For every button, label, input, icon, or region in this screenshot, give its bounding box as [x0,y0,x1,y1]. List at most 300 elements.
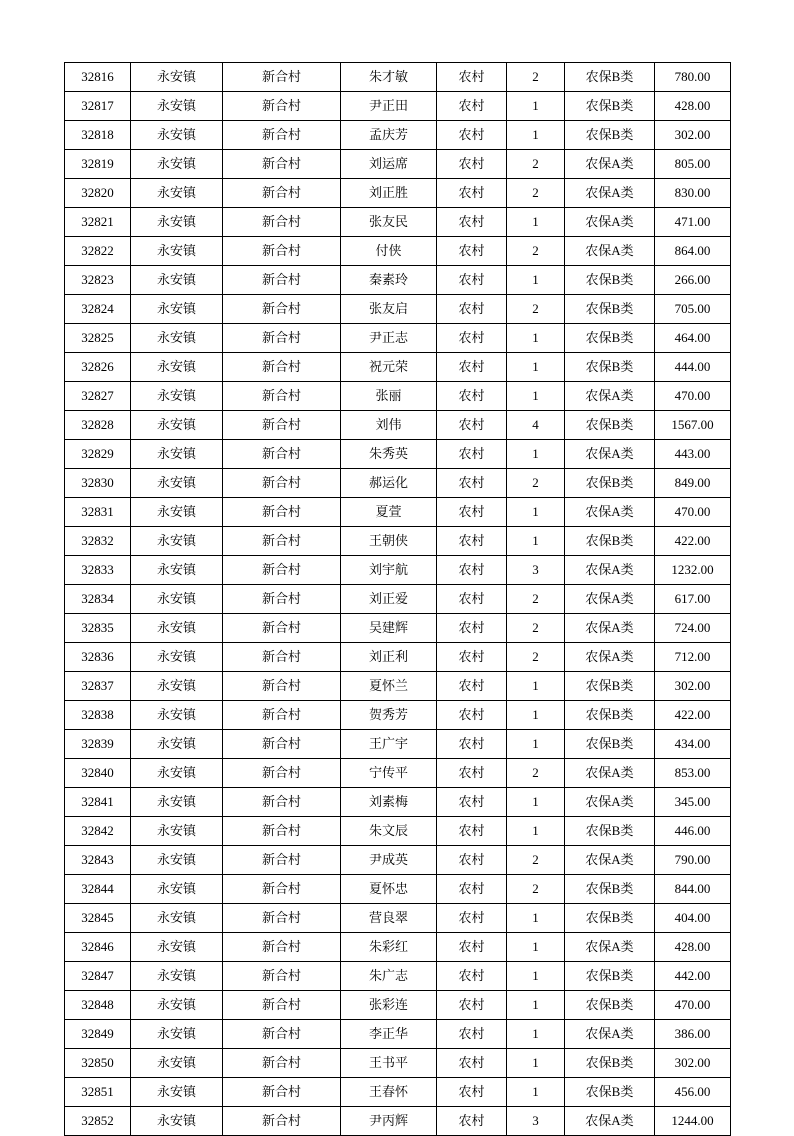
cell-household-type: 农村 [437,846,507,875]
cell-town: 永安镇 [131,788,223,817]
cell-people: 1 [507,382,565,411]
cell-name: 朱文辰 [341,817,437,846]
cell-category: 农保B类 [565,991,655,1020]
table-row [65,556,731,585]
table-row [65,788,731,817]
cell-id: 32819 [65,150,131,179]
cell-id: 32843 [65,846,131,875]
cell-id: 32850 [65,1049,131,1078]
table-row [65,846,731,875]
cell-town: 永安镇 [131,1020,223,1049]
cell-id: 32838 [65,701,131,730]
cell-id: 32822 [65,237,131,266]
cell-people: 1 [507,730,565,759]
cell-name: 吴建辉 [341,614,437,643]
table-row [65,614,731,643]
cell-village: 新合村 [223,150,341,179]
cell-village: 新合村 [223,817,341,846]
cell-town: 永安镇 [131,208,223,237]
cell-village: 新合村 [223,237,341,266]
cell-people: 2 [507,846,565,875]
cell-id: 32823 [65,266,131,295]
cell-name: 刘正利 [341,643,437,672]
cell-town: 永安镇 [131,469,223,498]
cell-amount: 617.00 [655,585,731,614]
cell-name: 夏怀忠 [341,875,437,904]
table-row [65,63,731,92]
cell-household-type: 农村 [437,556,507,585]
cell-household-type: 农村 [437,440,507,469]
cell-household-type: 农村 [437,933,507,962]
cell-town: 永安镇 [131,585,223,614]
cell-category: 农保A类 [565,585,655,614]
cell-people: 2 [507,63,565,92]
cell-village: 新合村 [223,527,341,556]
cell-people: 2 [507,585,565,614]
cell-village: 新合村 [223,440,341,469]
cell-category: 农保B类 [565,962,655,991]
cell-amount: 422.00 [655,527,731,556]
cell-town: 永安镇 [131,962,223,991]
cell-name: 营良翠 [341,904,437,933]
cell-category: 农保B类 [565,63,655,92]
cell-id: 32821 [65,208,131,237]
cell-village: 新合村 [223,875,341,904]
cell-amount: 1244.00 [655,1107,731,1136]
cell-amount: 386.00 [655,1020,731,1049]
cell-category: 农保A类 [565,788,655,817]
cell-town: 永安镇 [131,1107,223,1136]
cell-village: 新合村 [223,730,341,759]
table-row [65,498,731,527]
cell-amount: 266.00 [655,266,731,295]
cell-village: 新合村 [223,498,341,527]
table-row [65,150,731,179]
cell-id: 32844 [65,875,131,904]
cell-household-type: 农村 [437,208,507,237]
cell-town: 永安镇 [131,875,223,904]
table-row [65,469,731,498]
cell-name: 张友民 [341,208,437,237]
cell-people: 1 [507,1078,565,1107]
table-row [65,1020,731,1049]
cell-town: 永安镇 [131,1078,223,1107]
cell-category: 农保B类 [565,672,655,701]
cell-household-type: 农村 [437,730,507,759]
cell-household-type: 农村 [437,411,507,440]
cell-household-type: 农村 [437,92,507,121]
cell-town: 永安镇 [131,121,223,150]
cell-category: 农保B类 [565,817,655,846]
table-row [65,991,731,1020]
cell-amount: 1232.00 [655,556,731,585]
cell-amount: 422.00 [655,701,731,730]
cell-id: 32835 [65,614,131,643]
cell-name: 朱彩红 [341,933,437,962]
cell-village: 新合村 [223,788,341,817]
cell-id: 32836 [65,643,131,672]
cell-amount: 302.00 [655,672,731,701]
cell-amount: 724.00 [655,614,731,643]
cell-village: 新合村 [223,1020,341,1049]
cell-id: 32834 [65,585,131,614]
cell-town: 永安镇 [131,324,223,353]
cell-category: 农保A类 [565,643,655,672]
table-row [65,121,731,150]
cell-people: 1 [507,817,565,846]
cell-id: 32848 [65,991,131,1020]
cell-category: 农保B类 [565,353,655,382]
cell-village: 新合村 [223,382,341,411]
cell-id: 32845 [65,904,131,933]
cell-village: 新合村 [223,208,341,237]
cell-household-type: 农村 [437,875,507,904]
cell-people: 1 [507,266,565,295]
cell-name: 秦素玲 [341,266,437,295]
cell-household-type: 农村 [437,585,507,614]
cell-household-type: 农村 [437,353,507,382]
cell-people: 1 [507,440,565,469]
cell-amount: 428.00 [655,933,731,962]
cell-name: 尹正田 [341,92,437,121]
cell-household-type: 农村 [437,672,507,701]
cell-name: 宁传平 [341,759,437,788]
table-row [65,817,731,846]
cell-name: 朱才敏 [341,63,437,92]
cell-town: 永安镇 [131,92,223,121]
cell-category: 农保B类 [565,92,655,121]
table-row [65,933,731,962]
cell-household-type: 农村 [437,962,507,991]
cell-name: 尹正志 [341,324,437,353]
cell-household-type: 农村 [437,1049,507,1078]
cell-people: 1 [507,324,565,353]
cell-household-type: 农村 [437,701,507,730]
cell-town: 永安镇 [131,759,223,788]
cell-people: 1 [507,672,565,701]
cell-category: 农保A类 [565,382,655,411]
cell-name: 王广宇 [341,730,437,759]
table-row [65,643,731,672]
cell-category: 农保B类 [565,411,655,440]
cell-people: 1 [507,498,565,527]
cell-amount: 790.00 [655,846,731,875]
cell-name: 刘正爱 [341,585,437,614]
table-row [65,701,731,730]
cell-amount: 464.00 [655,324,731,353]
cell-name: 王春怀 [341,1078,437,1107]
cell-village: 新合村 [223,353,341,382]
cell-village: 新合村 [223,469,341,498]
cell-id: 32840 [65,759,131,788]
cell-people: 1 [507,904,565,933]
table-row [65,179,731,208]
cell-people: 3 [507,556,565,585]
cell-id: 32816 [65,63,131,92]
cell-name: 付侠 [341,237,437,266]
cell-town: 永安镇 [131,353,223,382]
table-row [65,730,731,759]
cell-amount: 849.00 [655,469,731,498]
cell-category: 农保A类 [565,759,655,788]
cell-village: 新合村 [223,643,341,672]
cell-village: 新合村 [223,672,341,701]
cell-people: 2 [507,875,565,904]
cell-village: 新合村 [223,846,341,875]
cell-category: 农保A类 [565,208,655,237]
cell-category: 农保A类 [565,237,655,266]
cell-id: 32841 [65,788,131,817]
cell-category: 农保A类 [565,440,655,469]
cell-household-type: 农村 [437,991,507,1020]
cell-id: 32847 [65,962,131,991]
cell-town: 永安镇 [131,730,223,759]
cell-town: 永安镇 [131,527,223,556]
cell-town: 永安镇 [131,266,223,295]
cell-village: 新合村 [223,991,341,1020]
cell-town: 永安镇 [131,817,223,846]
cell-town: 永安镇 [131,846,223,875]
cell-amount: 780.00 [655,63,731,92]
cell-id: 32830 [65,469,131,498]
cell-household-type: 农村 [437,63,507,92]
cell-id: 32825 [65,324,131,353]
cell-town: 永安镇 [131,701,223,730]
cell-village: 新合村 [223,701,341,730]
cell-category: 农保A类 [565,933,655,962]
cell-household-type: 农村 [437,1020,507,1049]
cell-name: 刘宇航 [341,556,437,585]
table-row [65,962,731,991]
table-row [65,527,731,556]
table-row [65,92,731,121]
cell-category: 农保B类 [565,324,655,353]
cell-household-type: 农村 [437,817,507,846]
cell-id: 32833 [65,556,131,585]
cell-people: 2 [507,469,565,498]
cell-town: 永安镇 [131,643,223,672]
cell-village: 新合村 [223,63,341,92]
cell-amount: 302.00 [655,121,731,150]
cell-household-type: 农村 [437,759,507,788]
cell-household-type: 农村 [437,1107,507,1136]
cell-name: 朱秀英 [341,440,437,469]
cell-id: 32832 [65,527,131,556]
cell-name: 刘运席 [341,150,437,179]
table-row [65,266,731,295]
cell-town: 永安镇 [131,933,223,962]
cell-village: 新合村 [223,614,341,643]
cell-town: 永安镇 [131,411,223,440]
cell-name: 孟庆芳 [341,121,437,150]
cell-id: 32817 [65,92,131,121]
cell-household-type: 农村 [437,498,507,527]
cell-category: 农保B类 [565,1078,655,1107]
table-row [65,585,731,614]
cell-name: 王书平 [341,1049,437,1078]
cell-name: 贺秀芳 [341,701,437,730]
table-row [65,1107,731,1136]
cell-people: 1 [507,933,565,962]
cell-village: 新合村 [223,1107,341,1136]
table-row [65,411,731,440]
cell-amount: 830.00 [655,179,731,208]
cell-id: 32842 [65,817,131,846]
cell-people: 1 [507,92,565,121]
cell-name: 张友启 [341,295,437,324]
cell-town: 永安镇 [131,1049,223,1078]
cell-name: 郝运化 [341,469,437,498]
cell-id: 32820 [65,179,131,208]
cell-category: 农保A类 [565,150,655,179]
cell-id: 32829 [65,440,131,469]
cell-id: 32824 [65,295,131,324]
cell-town: 永安镇 [131,63,223,92]
cell-amount: 404.00 [655,904,731,933]
cell-category: 农保B类 [565,527,655,556]
cell-household-type: 农村 [437,788,507,817]
cell-amount: 443.00 [655,440,731,469]
cell-household-type: 农村 [437,904,507,933]
cell-category: 农保A类 [565,498,655,527]
cell-amount: 434.00 [655,730,731,759]
cell-name: 李正华 [341,1020,437,1049]
cell-people: 1 [507,527,565,556]
cell-people: 2 [507,614,565,643]
cell-village: 新合村 [223,759,341,788]
cell-household-type: 农村 [437,527,507,556]
cell-household-type: 农村 [437,469,507,498]
cell-town: 永安镇 [131,498,223,527]
cell-town: 永安镇 [131,904,223,933]
cell-household-type: 农村 [437,237,507,266]
cell-household-type: 农村 [437,121,507,150]
cell-amount: 805.00 [655,150,731,179]
table-row [65,672,731,701]
cell-amount: 712.00 [655,643,731,672]
cell-amount: 853.00 [655,759,731,788]
table-row [65,875,731,904]
cell-category: 农保B类 [565,469,655,498]
cell-people: 2 [507,759,565,788]
table-row [65,1049,731,1078]
cell-id: 32828 [65,411,131,440]
table-row [65,295,731,324]
cell-id: 32851 [65,1078,131,1107]
cell-name: 夏怀兰 [341,672,437,701]
table-row [65,440,731,469]
cell-category: 农保B类 [565,1049,655,1078]
cell-name: 尹丙辉 [341,1107,437,1136]
cell-name: 刘素梅 [341,788,437,817]
cell-town: 永安镇 [131,556,223,585]
cell-id: 32849 [65,1020,131,1049]
cell-name: 王朝侠 [341,527,437,556]
cell-people: 2 [507,295,565,324]
cell-village: 新合村 [223,1078,341,1107]
subsidy-recipients-table [64,62,731,1136]
cell-category: 农保B类 [565,295,655,324]
cell-people: 1 [507,208,565,237]
cell-amount: 1567.00 [655,411,731,440]
cell-people: 1 [507,991,565,1020]
cell-people: 1 [507,1049,565,1078]
cell-category: 农保B类 [565,701,655,730]
cell-village: 新合村 [223,904,341,933]
cell-people: 1 [507,121,565,150]
cell-name: 尹成英 [341,846,437,875]
cell-village: 新合村 [223,962,341,991]
cell-household-type: 农村 [437,382,507,411]
cell-town: 永安镇 [131,295,223,324]
cell-category: 农保B类 [565,875,655,904]
cell-id: 32846 [65,933,131,962]
cell-name: 朱广志 [341,962,437,991]
cell-category: 农保A类 [565,1107,655,1136]
cell-category: 农保A类 [565,614,655,643]
cell-category: 农保B类 [565,904,655,933]
cell-village: 新合村 [223,179,341,208]
table-row [65,382,731,411]
table-body [65,63,731,1136]
cell-household-type: 农村 [437,1078,507,1107]
cell-id: 32818 [65,121,131,150]
cell-amount: 864.00 [655,237,731,266]
cell-village: 新合村 [223,266,341,295]
table-row [65,1078,731,1107]
cell-people: 1 [507,701,565,730]
cell-id: 32827 [65,382,131,411]
cell-people: 1 [507,1020,565,1049]
cell-household-type: 农村 [437,324,507,353]
cell-id: 32831 [65,498,131,527]
cell-town: 永安镇 [131,382,223,411]
cell-village: 新合村 [223,556,341,585]
cell-amount: 470.00 [655,991,731,1020]
cell-town: 永安镇 [131,672,223,701]
table-row [65,208,731,237]
cell-amount: 470.00 [655,382,731,411]
cell-id: 32839 [65,730,131,759]
cell-village: 新合村 [223,295,341,324]
cell-people: 4 [507,411,565,440]
cell-amount: 302.00 [655,1049,731,1078]
cell-name: 刘正胜 [341,179,437,208]
cell-town: 永安镇 [131,614,223,643]
cell-category: 农保B类 [565,266,655,295]
cell-town: 永安镇 [131,237,223,266]
cell-id: 32852 [65,1107,131,1136]
cell-name: 祝元荣 [341,353,437,382]
table-row [65,353,731,382]
cell-amount: 705.00 [655,295,731,324]
cell-town: 永安镇 [131,991,223,1020]
cell-category: 农保B类 [565,730,655,759]
cell-people: 3 [507,1107,565,1136]
cell-household-type: 农村 [437,150,507,179]
cell-village: 新合村 [223,585,341,614]
cell-household-type: 农村 [437,643,507,672]
cell-name: 夏萱 [341,498,437,527]
cell-household-type: 农村 [437,266,507,295]
cell-people: 1 [507,788,565,817]
cell-category: 农保A类 [565,846,655,875]
cell-town: 永安镇 [131,150,223,179]
cell-village: 新合村 [223,121,341,150]
cell-household-type: 农村 [437,614,507,643]
cell-amount: 471.00 [655,208,731,237]
cell-village: 新合村 [223,411,341,440]
